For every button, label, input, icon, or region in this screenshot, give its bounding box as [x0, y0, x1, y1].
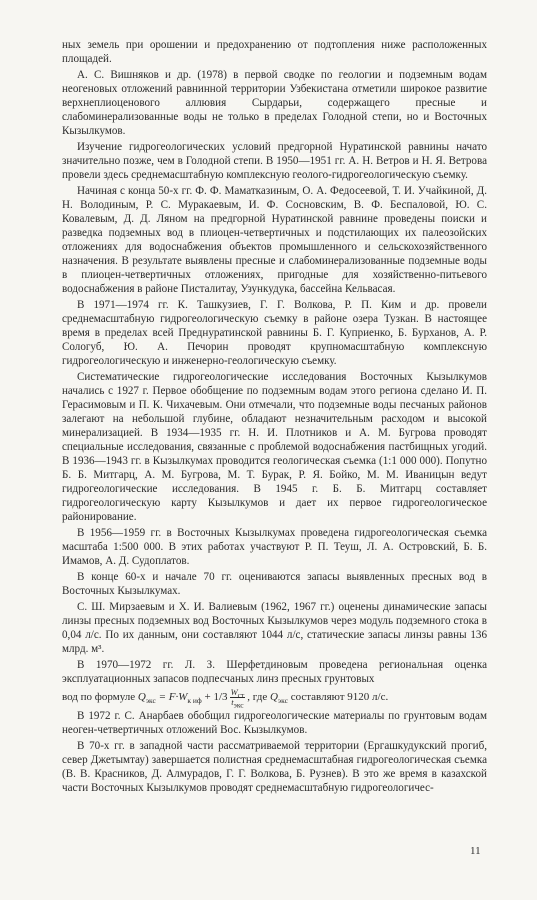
- formula-q-symbol: Q: [269, 691, 278, 704]
- paragraph: В 1971—1974 гг. К. Ташкузиев, Г. Г. Волкова, Р. П. Ким и др. провели среднемасштабную гидрогеологическую съемку в районе озера Тузкан. В настоящее время в пределах всей Преднуратинской равнины Б. Г. Куприенко, Б. Бурханов, А. Р. Сологуб, Ю. А. Печорин проводят крупномасштабную комплексную гидрогеологическую и инженерно-геологическую съемку.: [62, 299, 487, 367]
- formula-where: , где: [247, 691, 268, 704]
- body-text: [62, 38, 487, 797]
- paragraph: В конце 60-х и начале 70 гг. оцениваются запасы выявленных пресных вод в Восточных Кызылкумах.: [62, 571, 487, 597]
- paragraph: Систематические гидрогеологические исследования Восточных Кызылкумов начались с 1927 г. Первое обобщение по подземным водам этого региона сделано И. П. Герасимовым и П. К. Чихачевым. Они отмечали, что подземные воды песчаных районов залегают на небольшой глубине, обладают незначительным расходом и высокой минерализацией. В 1934—1935 гг. Н. И. Плотников и А. М. Бугрова проводят специальные исследования, связанные с проблемой водоснабжения пастбищных угодий. В 1936—1943 гг. в Кызылкумах проводится геологическая съемка (1:1 000 000). Попутно Б. Б. Митгарц, А. М. Бугрова, М. Т. Бурак, Р. Я. Бойко, М. М. Иваницын ведут гидрогеологические исследования. В 1945 г. Б. Б. Митгарц составляет гидрогеологическую карту Кызылкумов и дает их первое гидрогеологическое районирование.: [62, 371, 487, 523]
- formula-lhs-symbol: Q: [137, 691, 146, 704]
- paragraph: В 1956—1959 гг. в Восточных Кызылкумах проведена гидрогеологическая съемка масштаба 1:500 000. В этих работах участвуют Р. П. Теуш, Л. А. Островский, Б. Б. Имамов, А. Д. Судоплатов.: [62, 527, 487, 567]
- paragraph: ных земель при орошении и предохранению от подтопления ниже расположенных площадей.: [62, 39, 487, 65]
- formula-rhs: = F·W: [158, 691, 188, 704]
- formula-plus: + 1/3: [204, 691, 228, 704]
- paragraph: Изучение гидрогеологических условий предгорной Нуратинской равнины начато значительно позже, чем в Голодной степи. В 1950—1951 гг. А. Н. Ветров и Н. Я. Ветрова провели здесь среднемасштабную комплексную геолого-гидрогеологическую съемку.: [62, 141, 487, 181]
- formula-w-subscript: к иф: [187, 696, 202, 706]
- formula-tail: составляют 9120 л/с.: [290, 691, 389, 704]
- fraction-denominator: [230, 697, 246, 710]
- denominator-symbol: t: [231, 697, 234, 707]
- formula-lhs-subscript: экс: [145, 696, 156, 706]
- denominator-subscript: экс: [233, 700, 244, 710]
- formula-lead: вод по формуле: [62, 691, 136, 704]
- paragraph: В 1972 г. С. Анарбаев обобщил гидрогеологические материалы по грунтовым водам неоген-четвертичных отложений Вос. Кызылкумов.: [62, 710, 487, 736]
- paragraph: А. С. Вишняков и др. (1978) в первой сводке по геологии и подземным водам неогеновых отложений равнинной территории Узбекистана отметили широкое развитие верхнеплиоценового аллювия Сырдарьи, содержащего пресные и слабоминерализованные воды не только в пределах Голодной степи, но и Восточных Кызылкумов.: [62, 69, 487, 137]
- paragraph: С. Ш. Мирзаевым и Х. И. Валиевым (1962, 1967 гг.) оценены динамические запасы линзы пресных подземных вод Восточных Кызылкумов через модуль подземного стока в 0,04 л/с. По их данным, они составляют 1044 л/с, статические запасы линзы равны 136 млрд. м³.: [62, 601, 487, 655]
- paragraph: В 70-х гг. в западной части рассматриваемой территории (Ергашкудукский прогиб, север Джетымтау) завершается полистная среднемасштабная гидрогеологическая съемка (В. В. Красников, Д. Алмурадов, Г. Г. Волкова, Б. Рузнев). В это же время в казахской части Восточных Кызылкумов проводят среднемасштабную гидрогеологичес-: [62, 740, 487, 794]
- paragraph: Начиная с конца 50-х гг. Ф. Ф. Маматказиным, О. А. Федосеевой, Т. И. Учайкиной, Д. Н. Володиным, Р. С. Муракаевым, И. Ф. Сосновским, В. Ф. Беспаловой, Ю. С. Ковалевым, Д. Д. Ляном на предгорной Нуратинской равнине проведены поиски и разведка подземных вод в плиоцен-четвертичных и подстилающих их палеозойских отложениях для водоснабжения объектов промышленного и сельскохозяйственного назначения. В результате выявлены пресные и слабоминерализованные подземные воды в плиоцен-четвертичных отложениях, пригодные для хозяйственно-питьевого водоснабжения в районе Писталитау, Узункудука, бассейна Кельвасая.: [62, 185, 487, 295]
- numerator-subscript: ст: [237, 690, 245, 700]
- page-number: 11: [470, 845, 481, 857]
- paragraph: В 1970—1972 гг. Л. З. Шерфетдиновым проведена региональная оценка эксплуатационных запасов подпесчаных линз пресных грунтовых: [62, 659, 487, 685]
- formula-q-subscript: экс: [277, 696, 288, 706]
- formula-line: [62, 687, 487, 710]
- numerator-symbol: W: [230, 687, 238, 697]
- formula-fraction: [230, 687, 246, 710]
